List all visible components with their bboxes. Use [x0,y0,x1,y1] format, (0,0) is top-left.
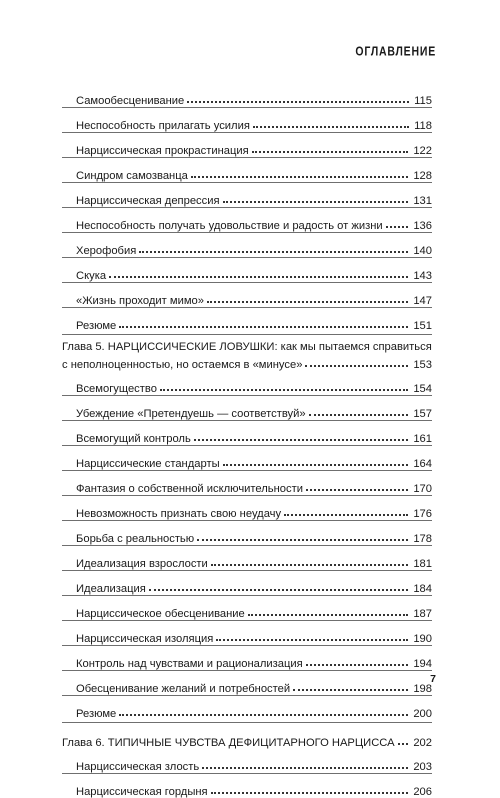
toc-entry[interactable] [62,470,432,495]
leader-dots [187,101,409,103]
leader-dots [202,767,408,769]
toc-entry-page: 115 [414,95,432,107]
toc-entry[interactable] [62,695,432,720]
chapter-5-title-line2: с неполноценностью, но остаемся в «минусе» [62,359,303,371]
toc-entry[interactable] [62,132,432,157]
toc-entry-title: Идеализация взрослости [76,558,208,570]
toc-entry[interactable] [62,545,432,570]
toc-entry[interactable] [62,83,432,107]
toc-entry-page: 198 [413,683,432,695]
toc-section-chapter5 [62,371,432,720]
toc-entry-title: Нарциссическая гордыня [76,786,208,798]
table-of-contents [62,83,432,798]
toc-entry[interactable] [62,395,432,420]
toc-entry[interactable] [62,670,432,695]
toc-entry[interactable] [62,420,432,445]
toc-entry[interactable] [62,157,432,182]
toc-entry-title: Убеждение «Претендуешь — соответствуй» [76,408,306,420]
leader-dots [139,251,408,253]
leader-dots [211,564,409,566]
toc-entry-title: Борьба с реальностью [76,533,195,545]
toc-entry[interactable] [62,257,432,282]
toc-entry-page: 154 [413,383,432,395]
chapter-5-entry [62,353,432,371]
toc-entry-page: 190 [413,633,432,645]
toc-entry-page: 181 [413,558,432,570]
toc-entry-title: Идеализация [76,583,146,595]
toc-entry-page: 200 [413,708,432,720]
toc-entry-title: Синдром самозванца [76,170,188,182]
toc-entry[interactable] [62,570,432,595]
chapter-6-page: 202 [413,737,432,749]
toc-entry-page: 206 [413,786,432,798]
toc-entry-page: 161 [413,433,432,445]
running-head: ОГЛАВЛЕНИЕ [355,44,436,59]
toc-entry-page: 164 [413,458,432,470]
leader-dots [160,389,408,391]
toc-entry-page: 151 [413,320,432,332]
toc-entry[interactable] [62,282,432,307]
toc-entry-title: «Жизнь проходит мимо» [76,295,204,307]
toc-entry-title: Самообесценивание [76,95,185,107]
toc-entry-page: 118 [414,120,432,132]
leader-dots [306,664,409,666]
toc-entry[interactable] [62,595,432,620]
leader-dots [211,792,409,794]
toc-entry-title: Нарциссическая прокрастинация [76,145,249,157]
leader-dots [305,365,408,367]
toc-entry[interactable] [62,445,432,470]
leader-dots [191,176,408,178]
toc-entry[interactable] [62,495,432,520]
toc-entry-page: 140 [413,245,432,257]
leader-dots [386,226,409,228]
leader-dots [293,689,408,691]
leader-dots [119,326,408,328]
toc-chapter-6[interactable] [62,722,432,749]
page-number: 7 [430,673,436,685]
toc-entry-title: Всемогущий контроль [76,433,191,445]
toc-entry-title: Нарциссические стандарты [76,458,220,470]
toc-entry-page: 131 [413,195,432,207]
toc-entry-title: Неспособность прилагать усилия [76,120,250,132]
toc-entry-title: Обесценивание желаний и потребностей [76,683,291,695]
toc-entry-page: 128 [413,170,432,182]
toc-entry-title: Всемогущество [76,383,157,395]
chapter-6-title: Глава 6. ТИПИЧНЫЕ ЧУВСТВА ДЕФИЦИТАРНОГО НАРЦИССА [62,737,395,749]
toc-entry[interactable] [62,620,432,645]
toc-entry-page: 170 [413,483,432,495]
leader-dots [207,301,408,303]
toc-entry-title: Фантазия о собственной исключительности [76,483,303,495]
toc-entry-page: 143 [413,270,432,282]
leader-dots [223,464,409,466]
toc-entry-page: 178 [413,533,432,545]
toc-entry-title: Неспособность получать удовольствие и радость от жизни [76,220,383,232]
toc-entry[interactable] [62,645,432,670]
leader-dots [252,151,409,153]
toc-entry-title: Нарциссическая изоляция [76,633,214,645]
toc-entry-title: Херофобия [76,245,137,257]
toc-entry-page: 176 [413,508,432,520]
toc-entry-title: Нарциссическая депрессия [76,195,220,207]
toc-entry[interactable] [62,520,432,545]
toc-entry-title: Резюме [76,708,117,720]
toc-entry-page: 122 [413,145,432,157]
leader-dots [216,639,408,641]
toc-entry-title: Невозможность признать свою неудачу [76,508,282,520]
toc-entry-page: 136 [413,220,432,232]
leader-dots [197,539,408,541]
toc-entry[interactable] [62,371,432,395]
leader-dots [119,714,408,716]
leader-dots [109,276,408,278]
toc-entry-page: 157 [413,408,432,420]
leader-dots [309,414,409,416]
toc-entry-page: 187 [413,608,432,620]
toc-entry[interactable] [62,182,432,207]
leader-dots [398,743,409,745]
toc-entry-page: 194 [413,658,432,670]
leader-dots [306,489,408,491]
toc-entry[interactable] [62,773,432,798]
toc-chapter-5[interactable] [62,334,432,371]
toc-entry-title: Контроль над чувствами и рационализация [76,658,303,670]
leader-dots [253,126,409,128]
toc-section-chapter4 [62,83,432,332]
chapter-5-title-line1: Глава 5. НАРЦИССИЧЕСКИЕ ЛОВУШКИ: как мы пытаемся справиться [62,341,432,353]
toc-section-chapter6 [62,749,432,798]
toc-entry-title: Скука [76,270,107,282]
toc-entry[interactable] [62,232,432,257]
toc-entry-page: 184 [413,583,432,595]
chapter-6-entry [62,725,432,749]
leader-dots [248,614,409,616]
leader-dots [284,514,408,516]
toc-entry-page: 203 [413,761,432,773]
toc-entry[interactable] [62,307,432,332]
toc-entry[interactable] [62,107,432,132]
toc-entry-title: Нарциссическая злость [76,761,200,773]
toc-entry-title: Нарциссическое обесценивание [76,608,245,620]
leader-dots [223,201,409,203]
chapter-5-page: 153 [413,359,432,371]
toc-entry[interactable] [62,749,432,773]
toc-entry-title: Резюме [76,320,117,332]
toc-entry[interactable] [62,207,432,232]
leader-dots [149,589,408,591]
toc-entry-page: 147 [413,295,432,307]
leader-dots [194,439,409,441]
